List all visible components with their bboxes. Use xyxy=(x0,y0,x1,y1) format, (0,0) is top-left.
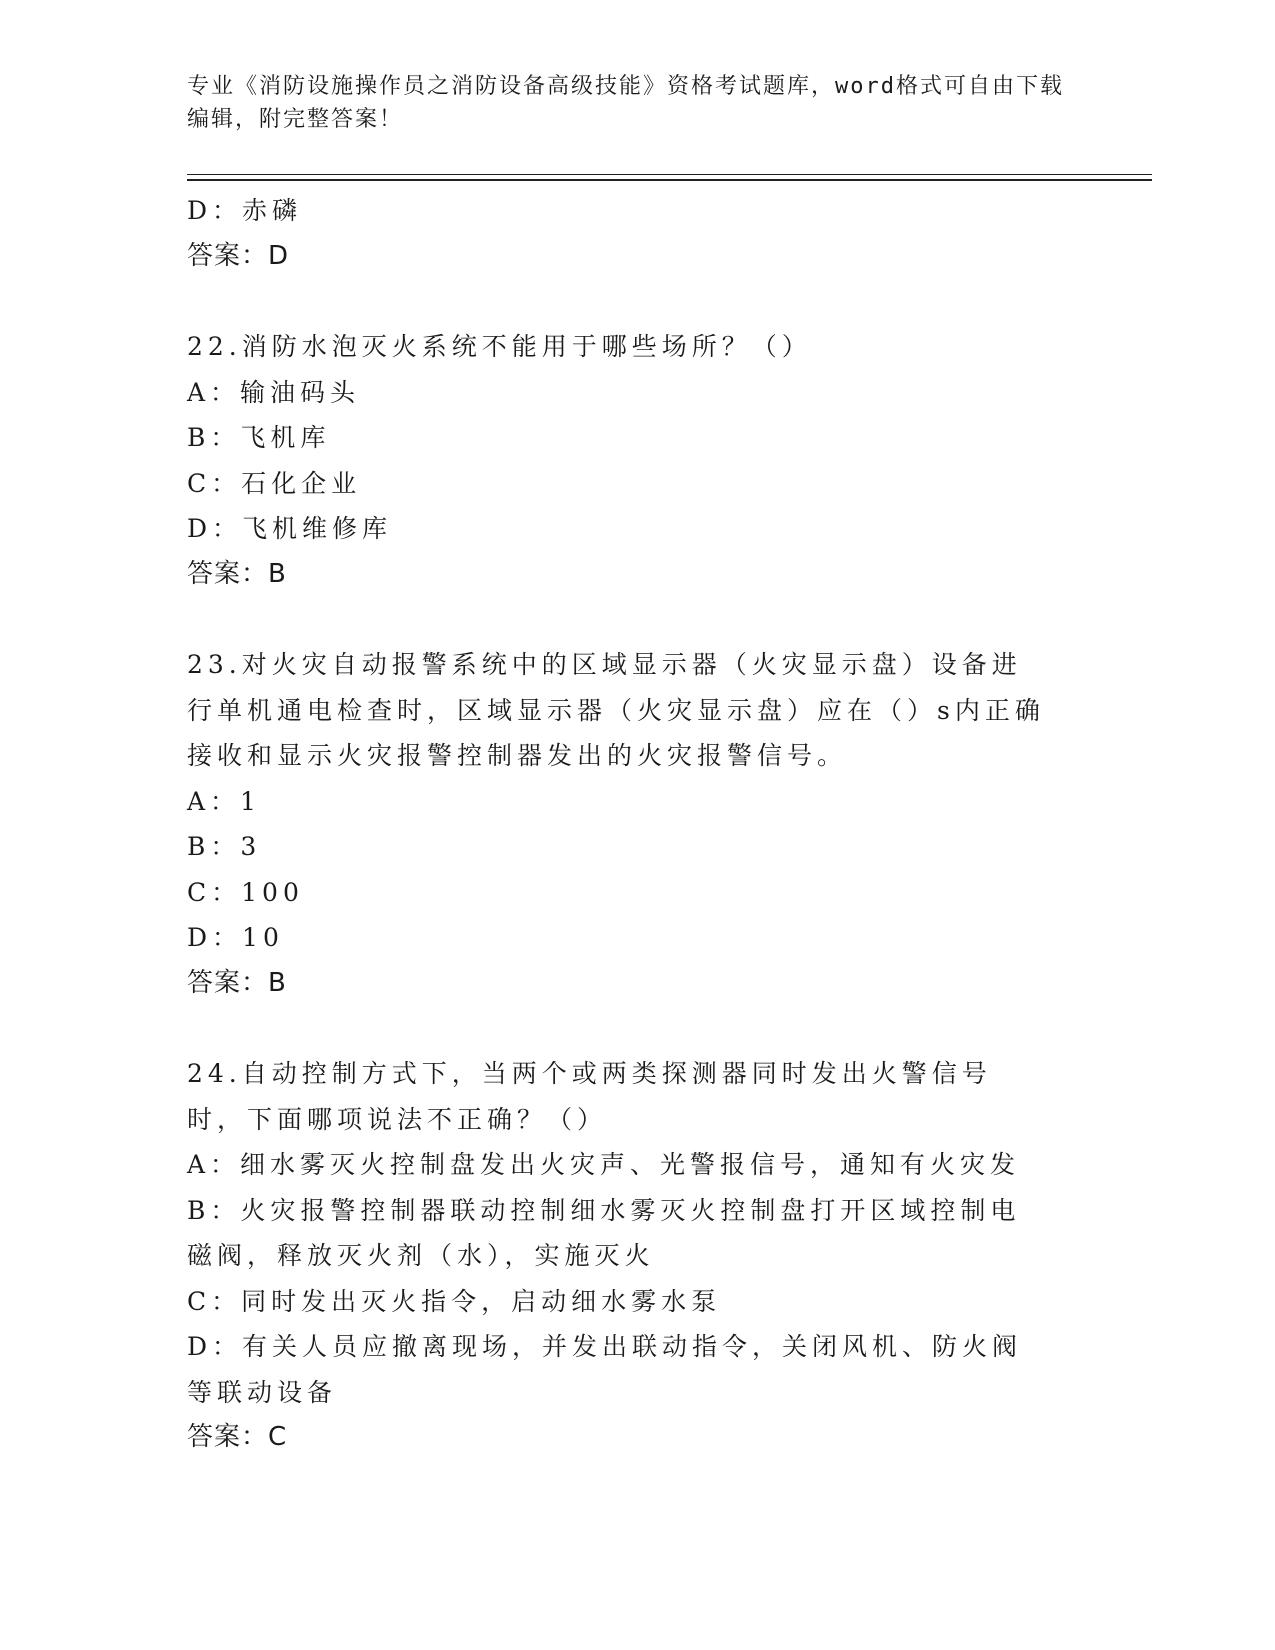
answer-line: 答案：D xyxy=(187,240,290,271)
question-stem: 24.自动控制方式下，当两个或两类探测器同时发出火警信号时，下面哪项说法不正确？（） xyxy=(187,1059,992,1134)
question-stem: 22.消防水泡灭火系统不能用于哪些场所？（） xyxy=(187,332,812,361)
question-list xyxy=(187,188,1087,1506)
option-c: C：100 xyxy=(187,877,304,907)
option-d: D：10 xyxy=(187,923,284,952)
answer-line: 答案：C xyxy=(187,1422,288,1452)
option-b: B：飞机库 xyxy=(187,423,331,452)
question-stem: 23.对火灾自动报警系统中的区域显示器（火灾显示盘）设备进行单机通电检查时，区域显示器（火灾显示盘）应在（）s内正确接收和显示火灾报警控制器发出的火灾报警信号。 xyxy=(187,650,1045,770)
option-a: A：细水雾灭火控制盘发出火灾声、光警报信号，通知有火灾发 xyxy=(187,1150,1021,1179)
page-header: 专业《消防设施操作员之消防设备高级技能》资格考试题库，word格式可自由下载编辑，附完整答案！ xyxy=(187,74,1064,132)
option-a: A：1 xyxy=(187,786,261,816)
answer-line: 答案：B xyxy=(187,558,287,589)
option-d: D：有关人员应撤离现场，并发出联动指令，关闭风机、防火阀等联动设备 xyxy=(187,1332,1023,1407)
header-divider-thick xyxy=(187,179,1152,181)
option-b: B：火灾报警控制器联动控制细水雾灭火控制盘打开区域控制电磁阀，释放灭火剂（水），实施灭火 xyxy=(187,1195,1021,1270)
option-b: B：3 xyxy=(187,832,262,861)
answer-line: 答案：B xyxy=(187,967,287,998)
header-divider-thin xyxy=(187,174,1152,175)
option-a: A：输油码头 xyxy=(187,377,361,407)
option-c: C：石化企业 xyxy=(187,468,362,498)
option-d: D：飞机维修库 xyxy=(187,514,393,543)
option-d: D：赤磷 xyxy=(187,196,303,225)
option-c: C：同时发出灭火指令，启动细水雾水泵 xyxy=(187,1286,722,1316)
